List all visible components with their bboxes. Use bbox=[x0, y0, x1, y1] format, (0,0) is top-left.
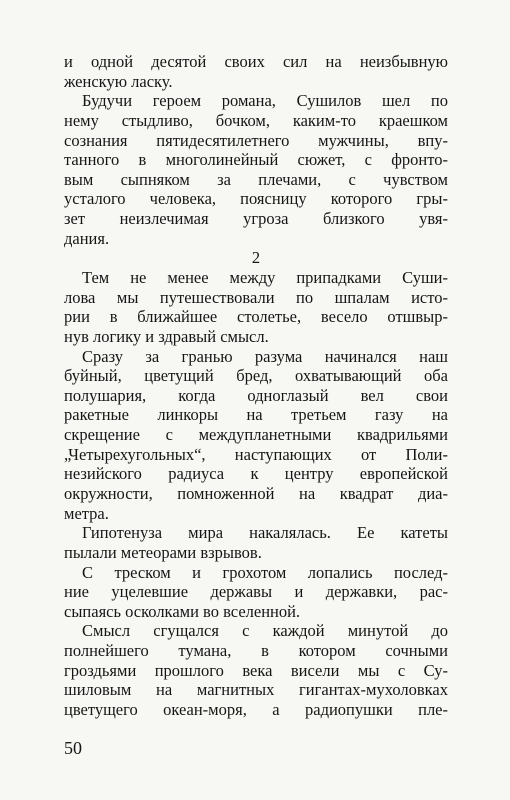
text-line: рии в ближайшее столетье, весело отшвыр- bbox=[64, 307, 448, 326]
text-line: сыпаясь осколками во вселенной. bbox=[64, 602, 301, 621]
text-line: Тем не менее между припадками Суши- bbox=[82, 268, 448, 287]
text-line: Гипотенуза мира накалялась. Ее катеты bbox=[82, 523, 448, 542]
section-number: 2 bbox=[251, 248, 261, 267]
text-line: женскую ласку. bbox=[64, 72, 173, 91]
text-line: Сразу за гранью разума начинался наш bbox=[82, 347, 448, 366]
text-line: метра. bbox=[64, 504, 109, 523]
text-line: зет неизлечимая угроза близкого увя- bbox=[64, 209, 448, 228]
text-line: скрещение с междупланетными квадрильями bbox=[64, 425, 448, 444]
text-line: гроздьями прошлого века висели мы с Су- bbox=[64, 661, 448, 680]
page-number: 50 bbox=[64, 738, 82, 758]
text-line: незийского радиуса к центру европейской bbox=[64, 464, 448, 483]
text-line: Будучи героем романа, Сушилов шел по bbox=[82, 91, 448, 110]
text-line: и одной десятой своих сил на неизбывную bbox=[64, 52, 448, 71]
text-line: ние уцелевшие державы и державки, рас- bbox=[64, 582, 448, 601]
text-line: танного в многолинейный сюжет, с фронто- bbox=[64, 150, 448, 169]
text-line: шиловым на магнитных гигантах-мухоловках bbox=[64, 680, 448, 699]
text-line: нему стыдливо, бочком, каким-то краешком bbox=[64, 111, 448, 130]
text-line: С треском и грохотом лопались послед- bbox=[82, 563, 448, 582]
text-line: „Четырехугольных“, наступающих от Поли- bbox=[64, 445, 448, 464]
text-line: нув логику и здравый смысл. bbox=[64, 327, 269, 346]
text-line: сознания пятидесятилетнего мужчины, впу- bbox=[64, 131, 448, 150]
text-line: пылали метеорами взрывов. bbox=[64, 543, 262, 562]
text-line: Смысл сгущался с каждой минутой до bbox=[82, 621, 448, 640]
text-line: лова мы путешествовали по шпалам исто- bbox=[64, 288, 448, 307]
text-line: цветущего океан-моря, а радиопушки пле- bbox=[64, 700, 448, 719]
text-line: буйный, цветущий бред, охватывающий оба bbox=[64, 366, 448, 385]
text-line: полушария, когда одноглазый вел свои bbox=[64, 386, 448, 405]
text-line: полнейшего тумана, в котором сочными bbox=[64, 641, 448, 660]
text-line: окружности, помноженной на квадрат диа- bbox=[64, 484, 448, 503]
text-line: дания. bbox=[64, 229, 110, 248]
text-line: ракетные линкоры на третьем газу на bbox=[64, 405, 448, 424]
text-line: вым сыпняком за плечами, с чувством bbox=[64, 170, 448, 189]
text-line: усталого человека, поясницу которого гры- bbox=[64, 189, 448, 208]
